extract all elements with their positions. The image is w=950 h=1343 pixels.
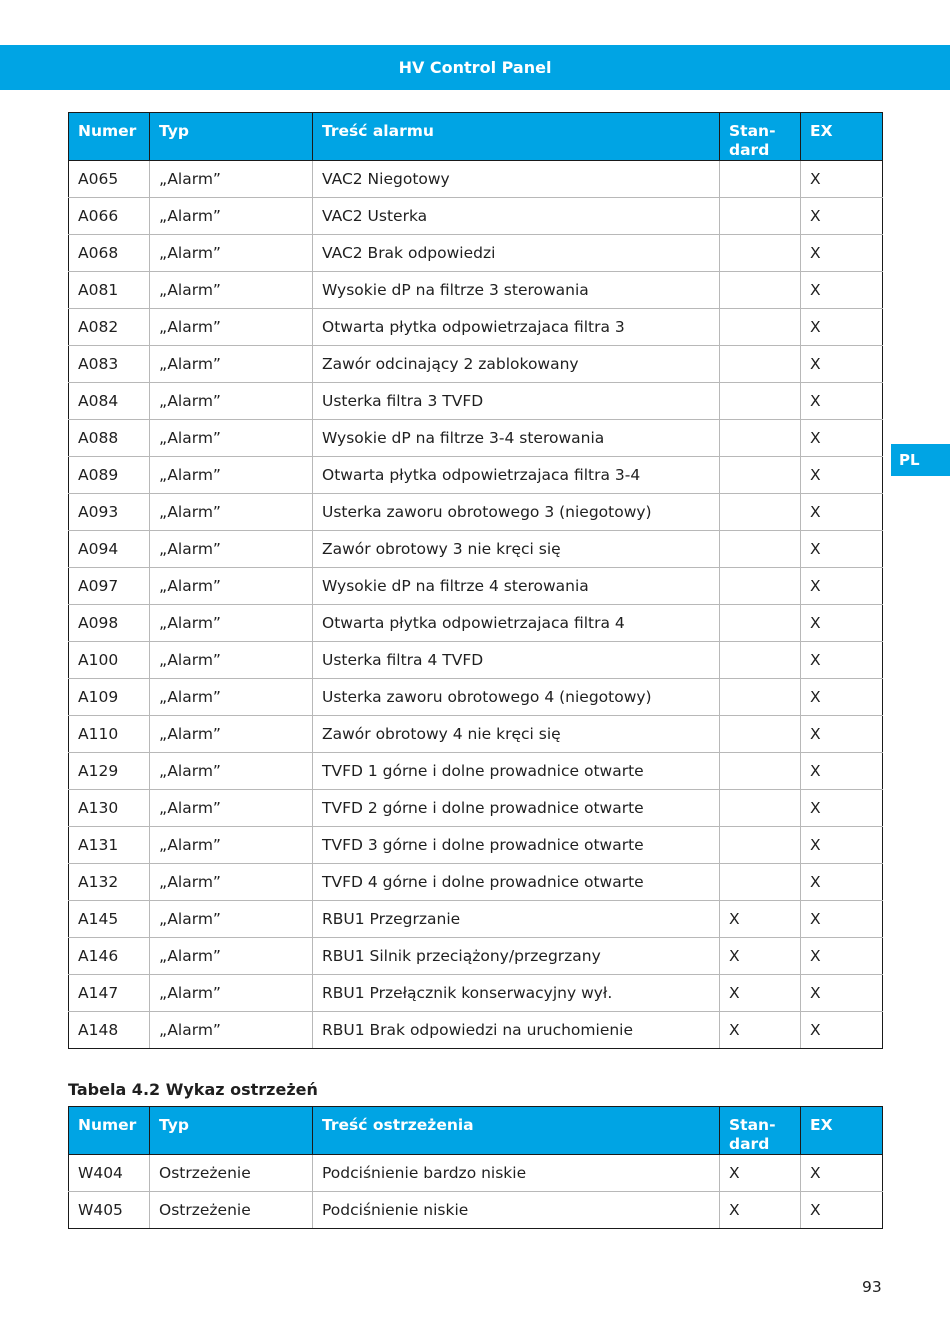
cell-text: Podciśnienie niskie xyxy=(313,1192,720,1229)
cell-standard: X xyxy=(720,1192,801,1229)
cell-text: Wysokie dP na filtrze 4 sterowania xyxy=(313,568,720,605)
cell-type: „Alarm” xyxy=(150,272,313,309)
cell-standard xyxy=(720,383,801,420)
table-row xyxy=(69,457,883,494)
cell-text: Otwarta płytka odpowietrzajaca filtra 3-4 xyxy=(313,457,720,494)
cell-standard xyxy=(720,309,801,346)
cell-type: „Alarm” xyxy=(150,568,313,605)
cell-type: „Alarm” xyxy=(150,457,313,494)
cell-text: RBU1 Silnik przeciążony/przegrzany xyxy=(313,938,720,975)
cell-number: A066 xyxy=(69,198,150,235)
table-row xyxy=(69,383,883,420)
cell-ex: X xyxy=(801,864,883,901)
table-row xyxy=(69,568,883,605)
table-row xyxy=(69,827,883,864)
column-header-ex: EX xyxy=(801,1107,883,1155)
cell-number: A082 xyxy=(69,309,150,346)
cell-text: Wysokie dP na filtrze 3-4 sterowania xyxy=(313,420,720,457)
cell-number: A065 xyxy=(69,161,150,198)
cell-standard xyxy=(720,494,801,531)
cell-type: Ostrzeżenie xyxy=(150,1192,313,1229)
cell-number: A148 xyxy=(69,1012,150,1049)
column-header-number: Numer xyxy=(69,1107,150,1155)
cell-text: RBU1 Brak odpowiedzi na uruchomienie xyxy=(313,1012,720,1049)
cell-standard xyxy=(720,235,801,272)
cell-number: A131 xyxy=(69,827,150,864)
cell-ex: X xyxy=(801,235,883,272)
cell-ex: X xyxy=(801,494,883,531)
column-header-number: Numer xyxy=(69,113,150,161)
cell-text: Zawór obrotowy 4 nie kręci się xyxy=(313,716,720,753)
cell-type: „Alarm” xyxy=(150,494,313,531)
cell-standard xyxy=(720,420,801,457)
cell-standard xyxy=(720,531,801,568)
table-row xyxy=(69,679,883,716)
header-bar xyxy=(0,45,950,90)
table-row xyxy=(69,975,883,1012)
cell-standard: X xyxy=(720,1155,801,1192)
column-header-standard: Stan- dard xyxy=(720,1107,801,1155)
cell-standard xyxy=(720,864,801,901)
cell-ex: X xyxy=(801,827,883,864)
column-header-warning-text: Treść ostrzeżenia xyxy=(313,1107,720,1155)
cell-standard: X xyxy=(720,901,801,938)
cell-number: A146 xyxy=(69,938,150,975)
cell-type: „Alarm” xyxy=(150,383,313,420)
column-header-standard: Stan- dard xyxy=(720,113,801,161)
cell-number: A132 xyxy=(69,864,150,901)
cell-ex: X xyxy=(801,790,883,827)
cell-ex: X xyxy=(801,605,883,642)
table-row xyxy=(69,1192,883,1229)
cell-text: TVFD 3 górne i dolne prowadnice otwarte xyxy=(313,827,720,864)
cell-type: „Alarm” xyxy=(150,790,313,827)
cell-number: A097 xyxy=(69,568,150,605)
table-row xyxy=(69,272,883,309)
cell-number: A094 xyxy=(69,531,150,568)
column-header-ex: EX xyxy=(801,113,883,161)
cell-ex: X xyxy=(801,716,883,753)
cell-ex: X xyxy=(801,383,883,420)
cell-standard: X xyxy=(720,938,801,975)
cell-text: TVFD 1 górne i dolne prowadnice otwarte xyxy=(313,753,720,790)
table-row xyxy=(69,420,883,457)
table-row xyxy=(69,716,883,753)
cell-standard xyxy=(720,605,801,642)
cell-ex: X xyxy=(801,1192,883,1229)
cell-type: „Alarm” xyxy=(150,531,313,568)
cell-text: RBU1 Przegrzanie xyxy=(313,901,720,938)
table-row xyxy=(69,938,883,975)
cell-text: Otwarta płytka odpowietrzajaca filtra 3 xyxy=(313,309,720,346)
cell-text: VAC2 Niegotowy xyxy=(313,161,720,198)
cell-ex: X xyxy=(801,568,883,605)
cell-standard: X xyxy=(720,1012,801,1049)
alarms-body xyxy=(69,161,883,1049)
table-row xyxy=(69,309,883,346)
language-tab-label: PL xyxy=(899,451,920,469)
cell-type: „Alarm” xyxy=(150,346,313,383)
cell-text: VAC2 Usterka xyxy=(313,198,720,235)
table-row xyxy=(69,864,883,901)
cell-text: Zawór obrotowy 3 nie kręci się xyxy=(313,531,720,568)
cell-text: Usterka filtra 4 TVFD xyxy=(313,642,720,679)
cell-standard xyxy=(720,198,801,235)
header-title: HV Control Panel xyxy=(398,58,552,77)
cell-standard xyxy=(720,161,801,198)
cell-type: „Alarm” xyxy=(150,642,313,679)
alarms-table xyxy=(68,112,883,1049)
cell-standard xyxy=(720,716,801,753)
table-row xyxy=(69,753,883,790)
cell-number: A083 xyxy=(69,346,150,383)
cell-text: RBU1 Przełącznik konserwacyjny wył. xyxy=(313,975,720,1012)
cell-type: „Alarm” xyxy=(150,827,313,864)
cell-number: A129 xyxy=(69,753,150,790)
cell-ex: X xyxy=(801,457,883,494)
cell-type: „Alarm” xyxy=(150,938,313,975)
cell-number: A089 xyxy=(69,457,150,494)
table-row xyxy=(69,346,883,383)
warnings-caption: Tabela 4.2 Wykaz ostrzeżeń xyxy=(68,1080,318,1099)
cell-type: „Alarm” xyxy=(150,198,313,235)
cell-ex: X xyxy=(801,938,883,975)
table-row xyxy=(69,198,883,235)
cell-ex: X xyxy=(801,679,883,716)
cell-type: „Alarm” xyxy=(150,235,313,272)
table-row xyxy=(69,1012,883,1049)
warnings-body xyxy=(69,1155,883,1229)
cell-ex: X xyxy=(801,309,883,346)
cell-standard xyxy=(720,642,801,679)
cell-type: „Alarm” xyxy=(150,864,313,901)
column-header-alarm-text: Treść alarmu xyxy=(313,113,720,161)
cell-ex: X xyxy=(801,1012,883,1049)
cell-standard xyxy=(720,457,801,494)
cell-number: A068 xyxy=(69,235,150,272)
cell-text: Otwarta płytka odpowietrzajaca filtra 4 xyxy=(313,605,720,642)
table-row xyxy=(69,531,883,568)
cell-number: A088 xyxy=(69,420,150,457)
cell-text: Zawór odcinający 2 zablokowany xyxy=(313,346,720,383)
cell-ex: X xyxy=(801,198,883,235)
cell-ex: X xyxy=(801,531,883,568)
cell-type: „Alarm” xyxy=(150,309,313,346)
cell-text: Wysokie dP na filtrze 3 sterowania xyxy=(313,272,720,309)
cell-text: TVFD 4 górne i dolne prowadnice otwarte xyxy=(313,864,720,901)
cell-type: „Alarm” xyxy=(150,161,313,198)
cell-ex: X xyxy=(801,901,883,938)
cell-ex: X xyxy=(801,420,883,457)
language-tab xyxy=(891,444,950,476)
cell-number: A098 xyxy=(69,605,150,642)
cell-standard xyxy=(720,679,801,716)
cell-number: A110 xyxy=(69,716,150,753)
warnings-table xyxy=(68,1106,883,1229)
cell-standard xyxy=(720,827,801,864)
cell-text: Podciśnienie bardzo niskie xyxy=(313,1155,720,1192)
table-row xyxy=(69,494,883,531)
cell-text: Usterka zaworu obrotowego 3 (niegotowy) xyxy=(313,494,720,531)
cell-type: „Alarm” xyxy=(150,420,313,457)
cell-type: „Alarm” xyxy=(150,975,313,1012)
cell-number: W405 xyxy=(69,1192,150,1229)
page-number: 93 xyxy=(862,1278,882,1296)
cell-number: A130 xyxy=(69,790,150,827)
cell-ex: X xyxy=(801,975,883,1012)
cell-text: Usterka zaworu obrotowego 4 (niegotowy) xyxy=(313,679,720,716)
cell-text: Usterka filtra 3 TVFD xyxy=(313,383,720,420)
cell-ex: X xyxy=(801,753,883,790)
cell-type: „Alarm” xyxy=(150,716,313,753)
cell-type: „Alarm” xyxy=(150,901,313,938)
table-row xyxy=(69,235,883,272)
cell-standard xyxy=(720,753,801,790)
cell-type: „Alarm” xyxy=(150,753,313,790)
cell-standard xyxy=(720,272,801,309)
cell-text: TVFD 2 górne i dolne prowadnice otwarte xyxy=(313,790,720,827)
cell-ex: X xyxy=(801,161,883,198)
cell-number: A145 xyxy=(69,901,150,938)
column-header-type: Typ xyxy=(150,113,313,161)
cell-number: A100 xyxy=(69,642,150,679)
table-row xyxy=(69,161,883,198)
cell-type: Ostrzeżenie xyxy=(150,1155,313,1192)
cell-number: A084 xyxy=(69,383,150,420)
table-row xyxy=(69,790,883,827)
cell-number: A081 xyxy=(69,272,150,309)
table-row xyxy=(69,642,883,679)
warnings-header-row xyxy=(69,1107,883,1155)
cell-standard xyxy=(720,790,801,827)
cell-standard xyxy=(720,568,801,605)
cell-ex: X xyxy=(801,642,883,679)
table-row xyxy=(69,1155,883,1192)
cell-ex: X xyxy=(801,1155,883,1192)
cell-number: A147 xyxy=(69,975,150,1012)
table-row xyxy=(69,605,883,642)
cell-type: „Alarm” xyxy=(150,1012,313,1049)
cell-type: „Alarm” xyxy=(150,679,313,716)
cell-text: VAC2 Brak odpowiedzi xyxy=(313,235,720,272)
cell-type: „Alarm” xyxy=(150,605,313,642)
alarms-header-row xyxy=(69,113,883,161)
cell-number: A109 xyxy=(69,679,150,716)
cell-ex: X xyxy=(801,272,883,309)
table-row xyxy=(69,901,883,938)
column-header-type: Typ xyxy=(150,1107,313,1155)
cell-number: W404 xyxy=(69,1155,150,1192)
cell-ex: X xyxy=(801,346,883,383)
cell-standard xyxy=(720,346,801,383)
cell-standard: X xyxy=(720,975,801,1012)
cell-number: A093 xyxy=(69,494,150,531)
